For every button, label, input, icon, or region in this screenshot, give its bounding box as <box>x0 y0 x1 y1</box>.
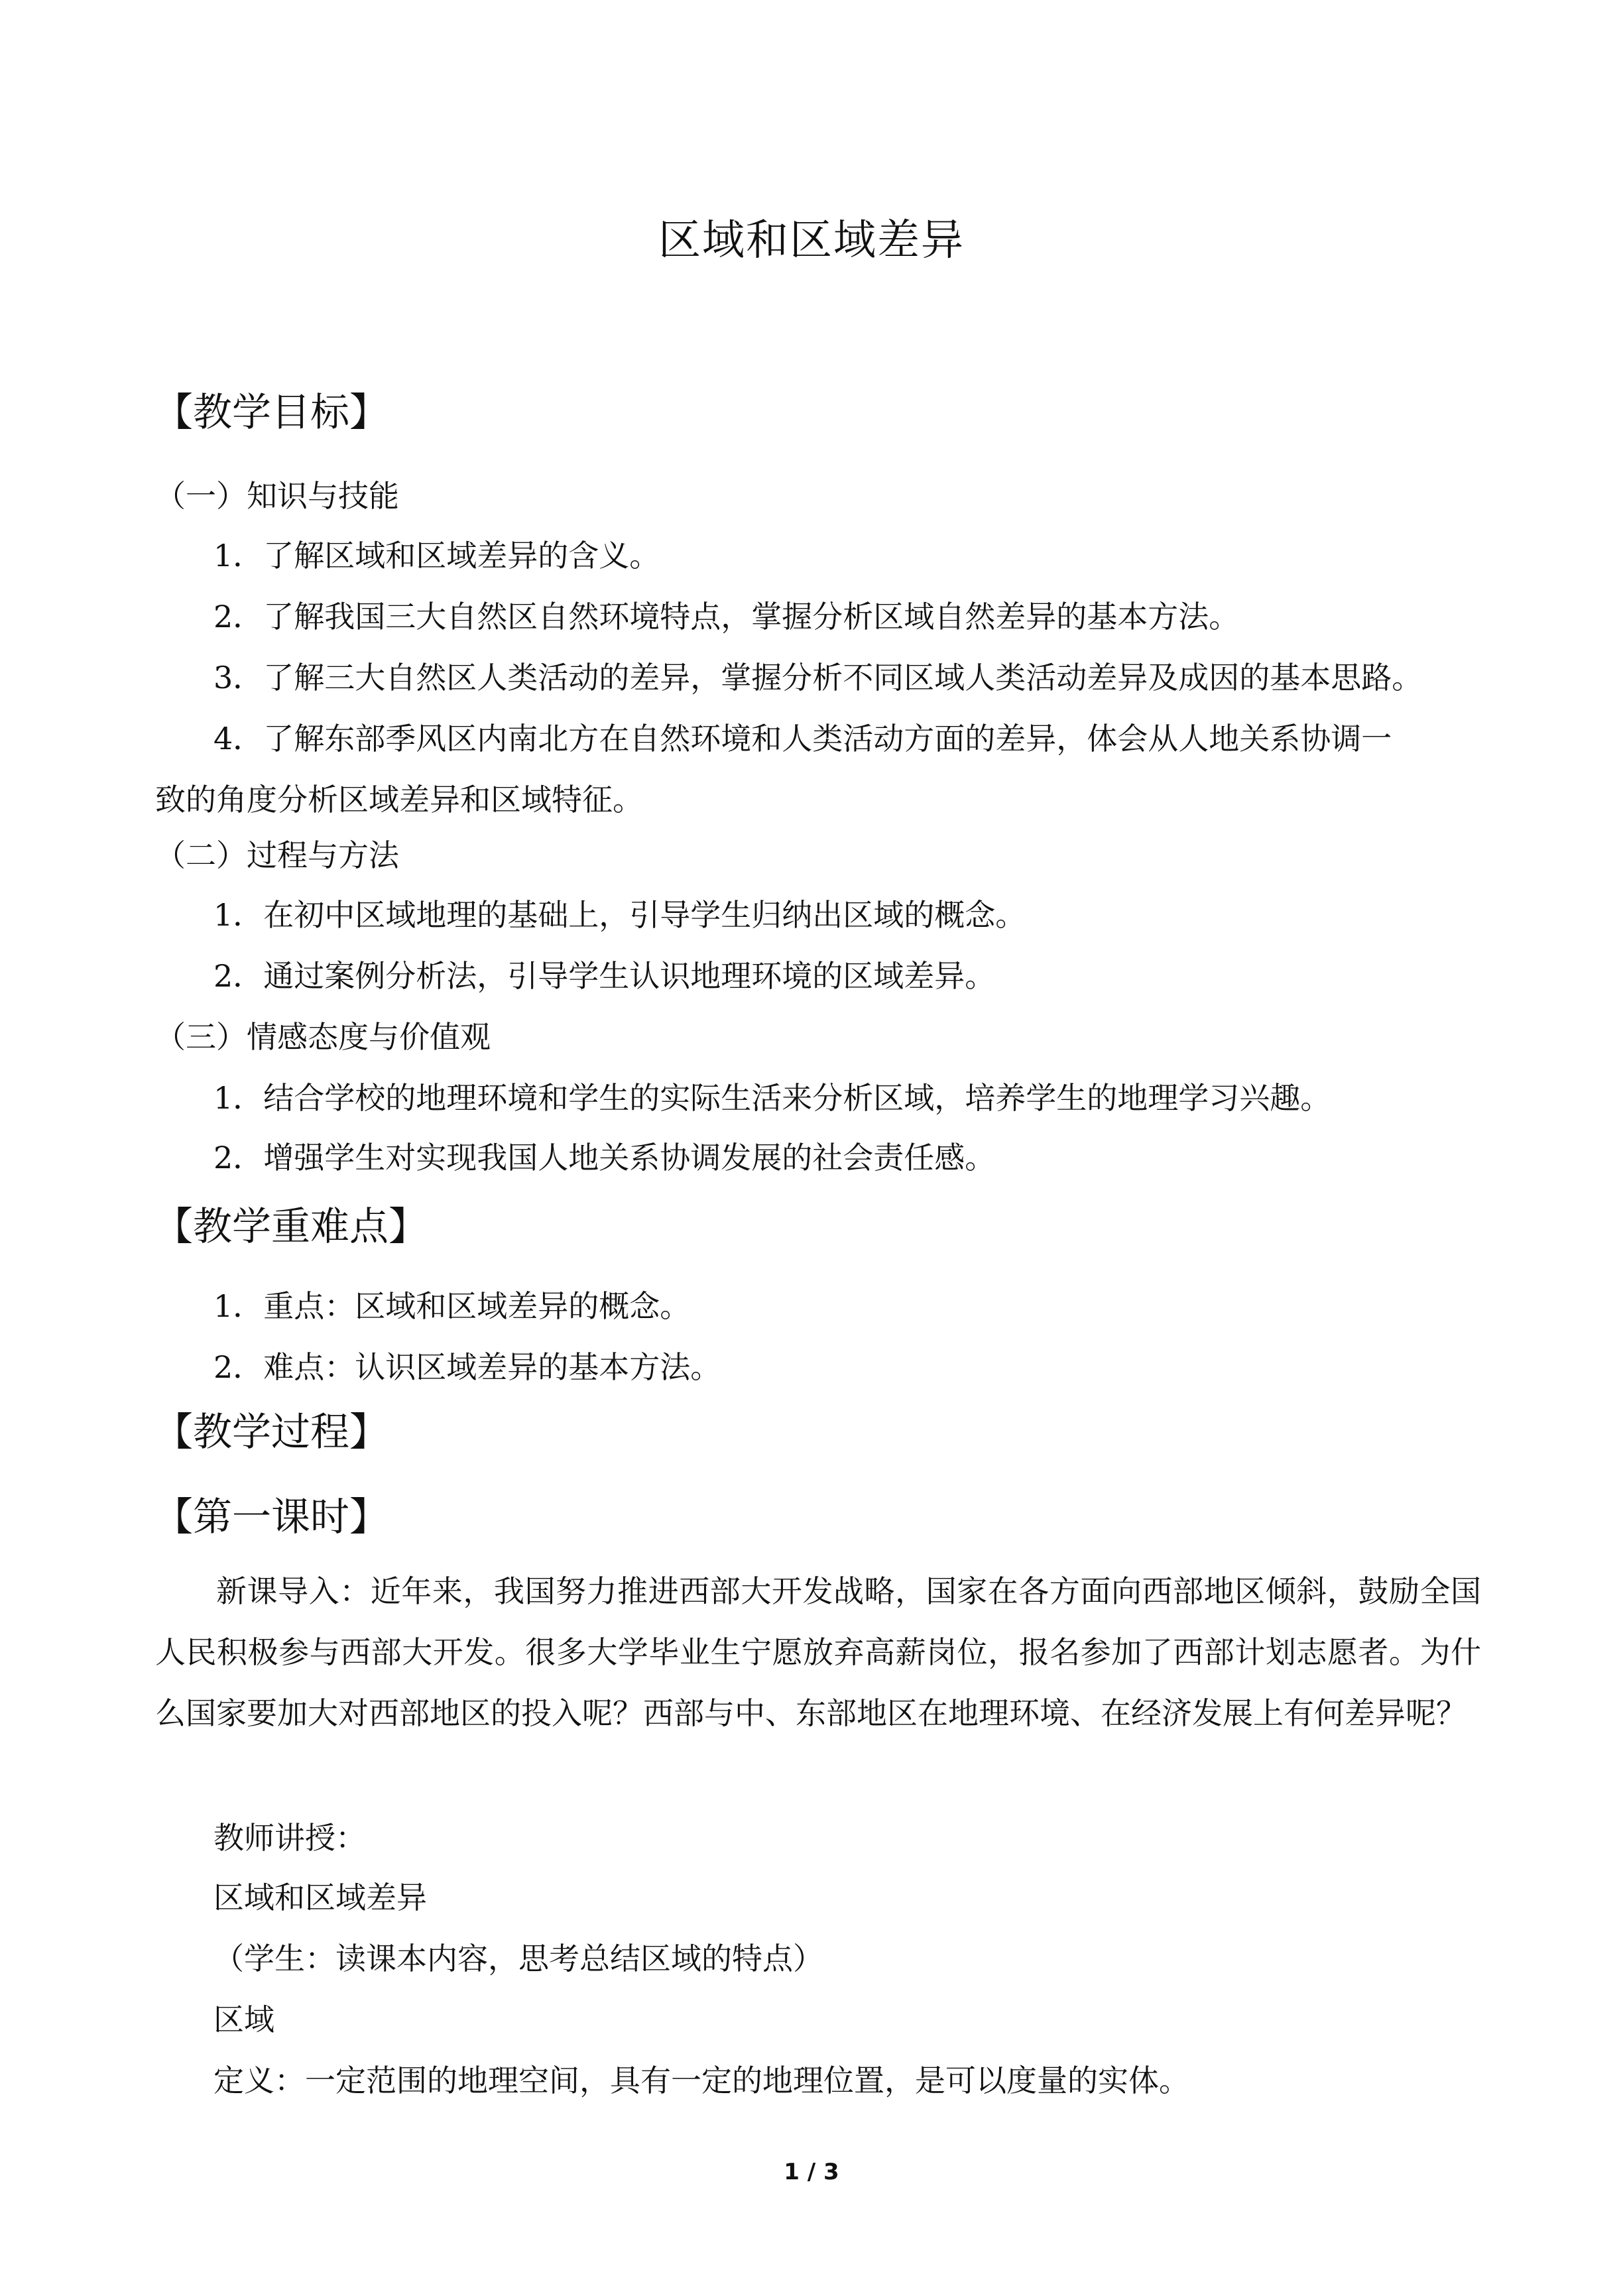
heading-key-points: 【教学重难点】 <box>154 1203 428 1249</box>
region-definition: 定义：一定范围的地理空间，具有一定的地理位置，是可以度量的实体。 <box>213 2063 1189 2098</box>
page-number: 1 / 3 <box>784 2159 839 2185</box>
page-title: 区域和区域差异 <box>658 216 965 265</box>
process-item-2: 2．通过案例分析法，引导学生认识地理环境的区域差异。 <box>213 958 996 994</box>
knowledge-item-4: 4．了解东部季风区内南北方在自然环境和人类活动方面的差异，体会从人地关系协调一 <box>213 721 1392 756</box>
knowledge-item-3: 3．了解三大自然区人类活动的差异，掌握分析不同区域人类活动差异及成因的基本思路。 <box>213 660 1423 695</box>
teacher-lecture: 教师讲授： <box>213 1820 366 1856</box>
attitude-item-1: 1．结合学校的地理环境和学生的实际生活来分析区域，培养学生的地理学习兴趣。 <box>213 1080 1331 1116</box>
key-point-1: 1．重点：区域和区域差异的概念。 <box>213 1288 691 1324</box>
heading-teaching-process: 【教学过程】 <box>154 1409 389 1455</box>
subheading-attitude: （三）情感态度与价值观 <box>155 1019 491 1055</box>
region-label: 区域 <box>213 2002 274 2037</box>
knowledge-item-1: 1．了解区域和区域差异的含义。 <box>213 538 660 574</box>
knowledge-item-4-continued: 致的角度分析区域差异和区域特征。 <box>155 782 643 817</box>
heading-first-lesson: 【第一课时】 <box>154 1494 389 1540</box>
intro-paragraph: 新课导入：近年来，我国努力推进西部大开发战略，国家在各方面向西部地区倾斜，鼓励全国人民积极参与西部大开发。很多大学毕业生宁愿放弃高薪岗位，报名参加了西部计划志愿者。为什么国家要加大对西部地区的投入呢？西部与中、东部地区在地理环境、在经济发展上有何差异呢？ <box>155 1573 1481 1731</box>
attitude-item-2: 2．增强学生对实现我国人地关系协调发展的社会责任感。 <box>213 1140 996 1176</box>
subheading-knowledge: （一）知识与技能 <box>155 478 399 514</box>
heading-objectives: 【教学目标】 <box>154 389 389 435</box>
process-item-1: 1．在初中区域地理的基础上，引导学生归纳出区域的概念。 <box>213 897 1026 933</box>
student-task: （学生：读课本内容，思考总结区域的特点） <box>213 1941 823 1976</box>
subheading-process: （二）过程与方法 <box>155 837 399 873</box>
topic-line: 区域和区域差异 <box>213 1880 427 1915</box>
knowledge-item-2: 2．了解我国三大自然区自然环境特点，掌握分析区域自然差异的基本方法。 <box>213 599 1240 634</box>
key-point-2: 2．难点：认识区域差异的基本方法。 <box>213 1349 721 1385</box>
